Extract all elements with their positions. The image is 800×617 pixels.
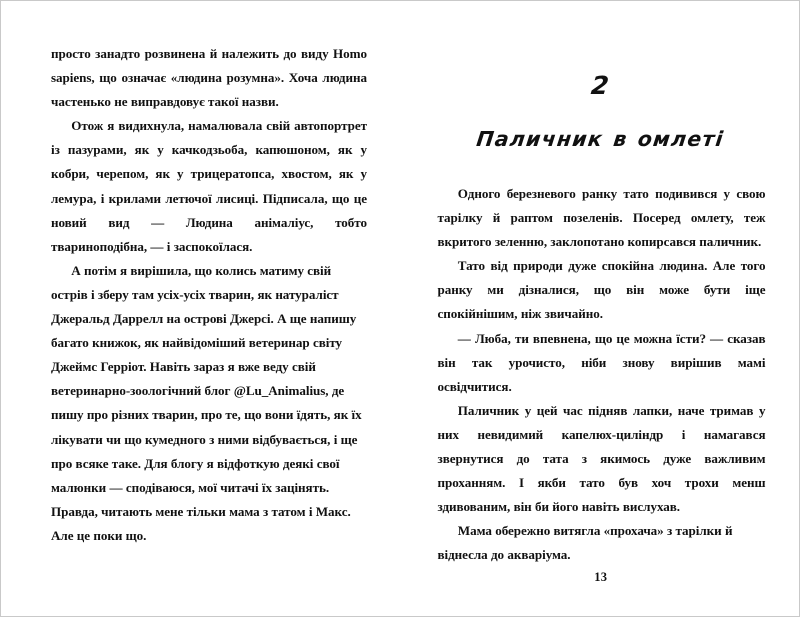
chapter-number: 2 [589, 71, 611, 100]
page-number [401, 570, 800, 585]
chapter-title: Паличник в омлеті [474, 127, 725, 151]
page-number-value: 13 [594, 570, 608, 584]
paragraph: А потім я вирішила, що колись матиму свій острів і зберу там усіх-усіх тварин, як натураліст Джеральд Даррелл на острові Джерсі. А ще напишу багато книжок, як найвідоміший ветеринар світу Джеймс Герріот. Навіть зараз я вже веду свій ветеринарно-зоологічний блог @Lu_Animalius, де пишу про різних тварин, про те, що вони їдять, як їх лікувати чи що кумедного з ними відбувається, і ще про всяке таке. Для блогу я відфоткую деякі свої малюнки — сподіваюся, мої читачі їх зацінять. Правда, читають мене тільки мама з татом і Макс. Але це поки що. [51, 262, 362, 543]
paragraph: Мама обережно витягла «прохача» з тарілки й віднесла до акваріума. [437, 523, 733, 563]
left-page-textblock [51, 42, 367, 548]
paragraph: Паличник у цей час підняв лапки, наче тримав у них невидимий капелюх-циліндр і намагався звернутися до тата з якимось дуже важливим проханням. І якби тато був хоч трохи менш здивованим, він би його навіть вислухав. [437, 402, 766, 515]
left-page [1, 1, 401, 616]
spread-container [1, 1, 799, 616]
paragraph: Одного березневого ранку тато подивився у свою тарілку й раптом позеленів. Посеред омлету, теж вкритого зеленню, заклопотано копирсався паличник. [437, 186, 766, 250]
paragraph: Отож я видихнула, намалювала свій автопортрет із пазурами, як у качкодзьоба, капюшоном, як у кобри, черепом, як у трицератопса, хвостом, як у лемура, і крилами летючої лисиці. Підписала, що це новий вид — Людина анімаліус, тобто твариноподібна, — і заспокоїлася. [51, 118, 367, 254]
right-page [401, 1, 800, 616]
paragraph: — Люба, ти впевнена, що це можна їсти? — сказав він так урочисто, ніби знову вирішив мамі освідчитися. [437, 330, 766, 394]
right-page-textblock [438, 182, 766, 568]
paragraph: просто занадто розвинена й належить до виду Homo sapiens, що означає «людина розумна». Хоча людина частенько не виправдовує такої назви. [51, 46, 367, 110]
paragraph: Тато від природи дуже спокійна людина. Але того ранку ми дізналися, що він може бути іще спокійнішим, ніж звичайно. [437, 258, 766, 322]
